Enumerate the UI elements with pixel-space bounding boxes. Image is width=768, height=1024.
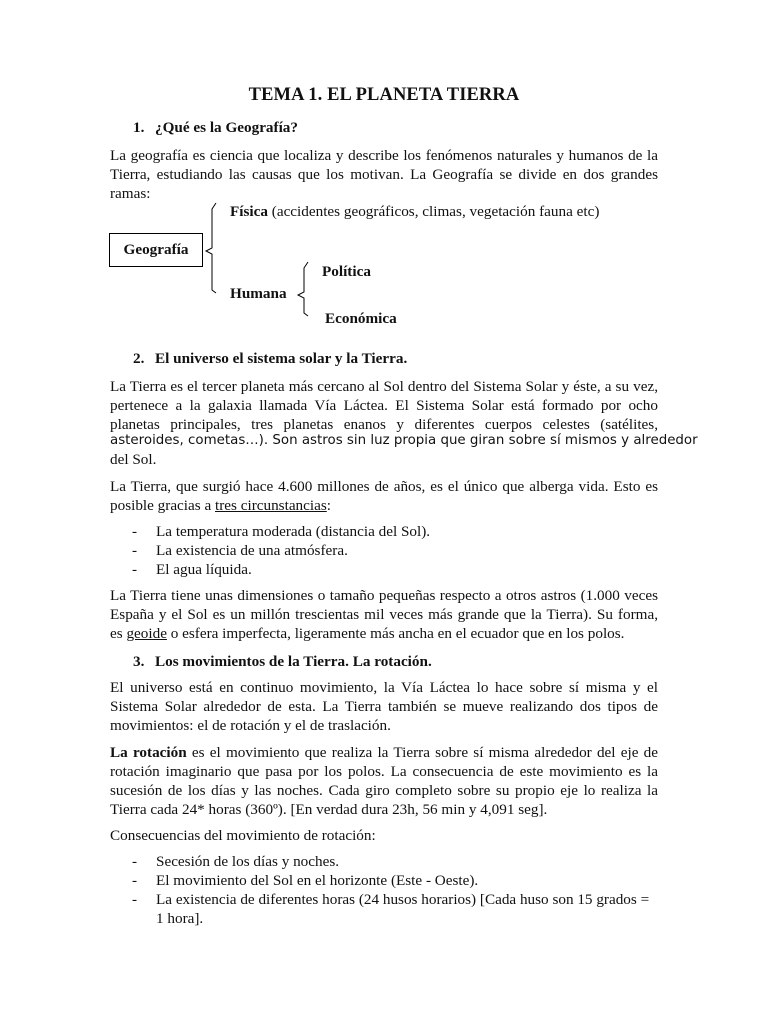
s2-paragraph-3-line-1: La Tierra tiene unas dimensiones o tamaño pequeñas respecto a otros astros (1.000 veces bbox=[110, 587, 658, 604]
geografia-box: Geografía bbox=[109, 233, 203, 267]
section-3-heading bbox=[133, 652, 432, 671]
bullet-dash: - bbox=[132, 523, 138, 540]
s1-paragraph-line-2: Tierra, estudiando las causas que los motivan. La Geografía se divide en dos grandes bbox=[110, 166, 658, 183]
s2-paragraph-2-line-1: La Tierra, que surgió hace 4.600 millones de años, es el único que alberga vida. Esto es bbox=[110, 478, 658, 495]
section-2-number: 2. bbox=[133, 350, 145, 367]
circumstance-text: El agua líquida. bbox=[156, 561, 252, 578]
consequence-text: Secesión de los días y noches. bbox=[156, 853, 340, 870]
s1-paragraph-line-1: La geografía es ciencia que localiza y describe los fenómenos naturales y humanos de la bbox=[110, 147, 658, 164]
geografia-diagram-brackets bbox=[0, 0, 768, 340]
section-1-title: ¿Qué es la Geografía? bbox=[155, 119, 298, 136]
consequence-text: El movimiento del Sol en el horizonte (Este - Oeste). bbox=[156, 872, 479, 889]
humana-label: Humana bbox=[230, 285, 287, 302]
s2-paragraph-1-line-4: asteroides, cometas…). Son astros sin luz propia que giran sobre sí mismos y alrededor bbox=[110, 433, 698, 448]
fisica-description: (accidentes geográficos, climas, vegetación fauna etc) bbox=[271, 203, 600, 220]
section-3-number: 3. bbox=[133, 653, 145, 670]
s2-paragraph-1-line-2: pertenece a la galaxia llamada Vía Láctea. El Sistema Solar está formado por ocho bbox=[110, 397, 658, 414]
s2-paragraph-2-line-2 bbox=[110, 496, 658, 515]
section-1-number: 1. bbox=[133, 119, 145, 136]
s1-paragraph-line-3: ramas: bbox=[110, 185, 151, 202]
fisica-label: Física bbox=[230, 203, 268, 220]
s3-paragraph-2-line-3: sucesión de los días y las noches. Cada giro completo sobre su propio eje lo realiza la bbox=[110, 782, 658, 799]
s2-paragraph-3-line-3 bbox=[110, 624, 658, 643]
s2-paragraph-1-line-5: del Sol. bbox=[110, 451, 157, 468]
s2-p3-text-before: es bbox=[110, 625, 127, 642]
geoide-underlined: geoide bbox=[126, 625, 167, 642]
s3-paragraph-2-line-4: Tierra cada 24* horas (360º). [En verdad dura 23h, 56 min y 4,091 seg]. bbox=[110, 801, 548, 818]
s2-p2-text-before: posible gracias a bbox=[110, 497, 216, 514]
politica-label: Política bbox=[322, 263, 371, 280]
section-3-title: Los movimientos de la Tierra. La rotación. bbox=[155, 653, 432, 670]
tres-circunstancias-underlined: tres circunstancias bbox=[215, 497, 327, 514]
rotacion-bold-term: La rotación bbox=[110, 744, 187, 761]
bullet-dash: - bbox=[132, 891, 138, 908]
s3-paragraph-1-line-2: Sistema Solar alrededor de esta. La Tierra también se mueve realizando dos tipos de bbox=[110, 698, 658, 715]
bullet-dash: - bbox=[132, 872, 138, 889]
s2-p2-text-after: : bbox=[326, 497, 331, 514]
bullet-dash: - bbox=[132, 561, 138, 578]
section-2-title: El universo el sistema solar y la Tierra. bbox=[155, 350, 408, 367]
consequence-continuation: 1 hora]. bbox=[156, 910, 204, 927]
section-2-heading bbox=[133, 349, 407, 368]
fisica-branch bbox=[230, 202, 599, 221]
circumstance-text: La existencia de una atmósfera. bbox=[156, 542, 348, 559]
page-title: TEMA 1. EL PLANETA TIERRA bbox=[248, 85, 520, 105]
economica-label: Económica bbox=[325, 310, 397, 327]
s3-paragraph-1-line-1: El universo está en continuo movimiento, la Vía Láctea lo hace sobre sí misma y el bbox=[110, 679, 658, 696]
s2-paragraph-1-line-1: La Tierra es el tercer planeta más cercano al Sol dentro del Sistema Solar y éste, a su vez, bbox=[110, 378, 658, 395]
circumstance-text: La temperatura moderada (distancia del Sol). bbox=[156, 523, 431, 540]
consequence-text: La existencia de diferentes horas (24 husos horarios) [Cada huso son 15 grados = bbox=[156, 891, 650, 908]
s3-paragraph-2-line-1 bbox=[110, 743, 658, 762]
bullet-dash: - bbox=[132, 542, 138, 559]
s3-paragraph-3: Consecuencias del movimiento de rotación: bbox=[110, 827, 376, 844]
s2-paragraph-3-line-2: España y el Sol es un millón trescientas mil veces más grande que la Tierra). Su forma, bbox=[110, 606, 658, 623]
s3-paragraph-2-line-2: rotación imaginario que pasa por los polos. La consecuencia de este movimiento es la bbox=[110, 763, 658, 780]
bullet-dash: - bbox=[132, 853, 138, 870]
s2-p3-text-after: o esfera imperfecta, ligeramente más ancha en el ecuador que en los polos. bbox=[166, 625, 625, 642]
s3-paragraph-1-line-3: movimientos: el de rotación y el de traslación. bbox=[110, 717, 391, 734]
s3-p2-line-1-rest: es el movimiento que realiza la Tierra sobre sí misma alrededor del eje de bbox=[186, 744, 658, 761]
s2-paragraph-1-line-3: planetas principales, tres planetas enanos y diferentes cuerpos celestes (satélites, bbox=[110, 416, 658, 433]
